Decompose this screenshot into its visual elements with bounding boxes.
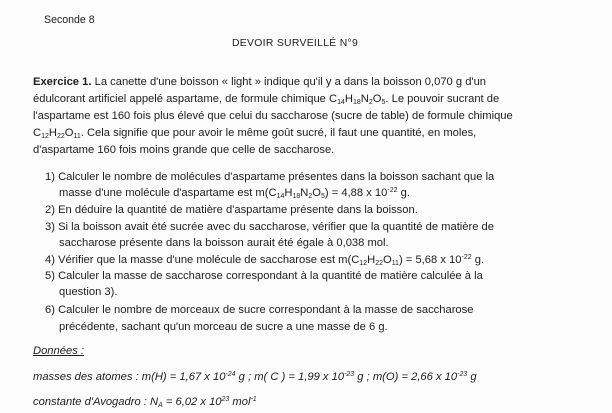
class-label: Seconde 8 (44, 14, 95, 26)
question-3-number: 3) (45, 221, 55, 233)
atomic-masses-line: masses des atomes : m(H) = 1,67 x $10^{-24}$ g ; m( C ) = 1,99 x $10^{-23}$ g ; m(O) = 2,66 x $10^{-23}$ g (33, 371, 477, 383)
question-1-number: 1) (45, 171, 55, 183)
intro-line-1 (33, 76, 486, 89)
question-5-line-1 (45, 270, 483, 283)
question-6-number: 6) (45, 304, 55, 316)
question-1-text-1: Calculer le nombre de molécules d'aspartame présentes dans la boisson sachant que la (58, 171, 495, 183)
question-6-text-1: Calculer le nombre de morceaux de sucre correspondant à la masse de saccharose (58, 304, 474, 316)
question-6-line-1 (45, 304, 473, 317)
intro-line-2: édulcorant artificiel appelé aspartame, de formule chimique $C_{14}H_{18}N_2O_5$. Le pouvoir sucrant de (33, 93, 500, 106)
question-3-line-2: saccharose présente dans la boisson aurait été égale à 0,038 mol. (59, 237, 389, 249)
question-5-text-1: Calculer la masse de saccharose correspondant à la quantité de matière calculée à la (58, 270, 483, 282)
data-heading: Données : (33, 345, 84, 357)
question-3-text-1: Si la boisson avait été sucrée avec du saccharose, vérifier que la quantité de matière de (58, 221, 495, 233)
avogadro-line: constante d'Avogadro : $N_A = 6,02$ x $10^{23}$ mol$^{-1}$ (33, 396, 257, 409)
question-5-line-2: question 3). (59, 286, 118, 298)
intro-line-4: $C_{12}H_{22}O_{11}$. Cela signifie que pour avoir le même goût sucré, il faut une quantité, en moles, (33, 127, 477, 140)
intro-line-3: l'aspartame est 160 fois plus élevé que celui du saccharose (sucre de table) de formule chimique (33, 110, 513, 122)
question-4-number: 4) (45, 254, 55, 266)
exercise-label: Exercice 1. (33, 76, 92, 88)
question-2-number: 2) (45, 204, 55, 216)
question-1-line-2: masse d'une molécule d'aspartame est $m(C_{14}H_{18}N_2O_5) = 4,88$ x $10^{-22}$ g. (59, 187, 410, 200)
question-5-number: 5) (45, 270, 55, 282)
question-4-line-1 (45, 254, 484, 267)
question-1-line-1 (45, 171, 494, 184)
question-2-line-1 (45, 204, 418, 217)
question-2-text-1: En déduire la quantité de matière d'aspartame présente dans la boisson. (58, 204, 418, 216)
question-4-text-1: Vérifier que la masse d'une molécule de saccharose est $m(C_{12}H_{22}O_{11}) = 5,68$ x $10^{-22}$ g. (58, 254, 485, 267)
page-title: DEVOIR SURVEILLÉ N°9 (232, 38, 359, 49)
question-6-line-2: précédente, sachant qu'un morceau de sucre a une masse de 6 g. (59, 321, 388, 333)
intro-line-5: d'aspartame 160 fois moins grande que celle de saccharose. (33, 144, 335, 156)
question-3-line-1 (45, 221, 494, 234)
intro-text-1: La canette d'une boisson « light » indique qu'il y a dans la boisson 0,070 g d'un (94, 76, 487, 88)
